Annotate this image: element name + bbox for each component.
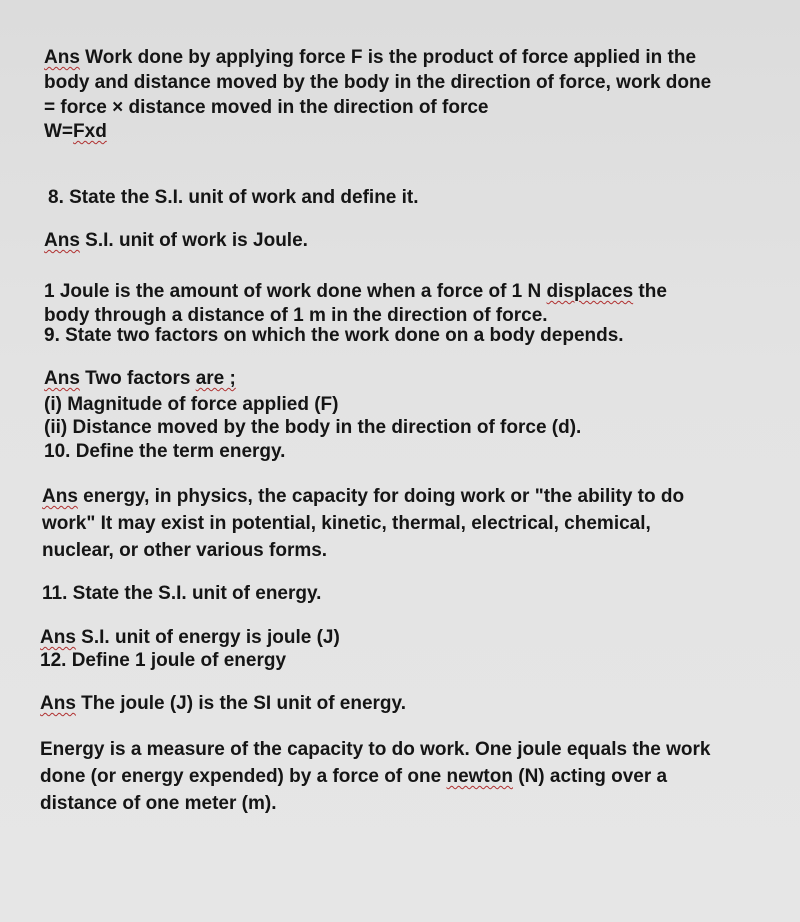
answer-10-line-1: Ans energy, in physics, the capacity for doing work or "the ability to do [42, 486, 685, 507]
energy-definition-line-2: done (or energy expended) by a force of one newton (N) acting over a [40, 766, 668, 787]
answer-12: Ans The joule (J) is the SI unit of energy. [40, 693, 406, 714]
ans-label: Ans [44, 47, 80, 68]
question-12: 12. Define 1 joule of energy [40, 650, 287, 671]
answer-work-line-1: Ans Work done by applying force F is the product of force applied in the [44, 47, 697, 68]
ans-label: Ans [42, 486, 78, 507]
joule-definition-line-1: 1 Joule is the amount of work done when a force of 1 N displaces the [44, 281, 667, 302]
ans-label: Ans [44, 230, 80, 251]
answer-9-line-1: Ans Two factors are ; [44, 368, 236, 389]
answer-work-line-2: body and distance moved by the body in the direction of force, work done [44, 72, 712, 93]
answer-10-line-2: work" It may exist in potential, kinetic, thermal, electrical, chemical, [42, 513, 651, 534]
joule-definition-line-2: body through a distance of 1 m in the direction of force. [44, 305, 548, 326]
ans-label: Ans [40, 693, 76, 714]
energy-definition-line-3: distance of one meter (m). [40, 793, 277, 814]
work-formula: W=Fxd [44, 121, 107, 142]
answer-11: Ans S.I. unit of energy is joule (J) [40, 627, 340, 648]
question-8: 8. State the S.I. unit of work and define it. [48, 187, 419, 208]
energy-definition-line-1: Energy is a measure of the capacity to do work. One joule equals the work [40, 739, 711, 760]
answer-8: Ans S.I. unit of work is Joule. [44, 230, 308, 251]
question-9: 9. State two factors on which the work done on a body depends. [44, 325, 624, 346]
answer-9-line-2: (i) Magnitude of force applied (F) [44, 394, 339, 415]
question-11: 11. State the S.I. unit of energy. [42, 583, 322, 604]
ans-label: Ans [40, 627, 76, 648]
answer-10-line-3: nuclear, or other various forms. [42, 540, 328, 561]
question-10: 10. Define the term energy. [44, 441, 286, 462]
answer-9-line-3: (ii) Distance moved by the body in the direction of force (d). [44, 417, 582, 438]
answer-work-line-3: = force × distance moved in the direction of force [44, 97, 489, 118]
ans-label: Ans [44, 368, 80, 389]
